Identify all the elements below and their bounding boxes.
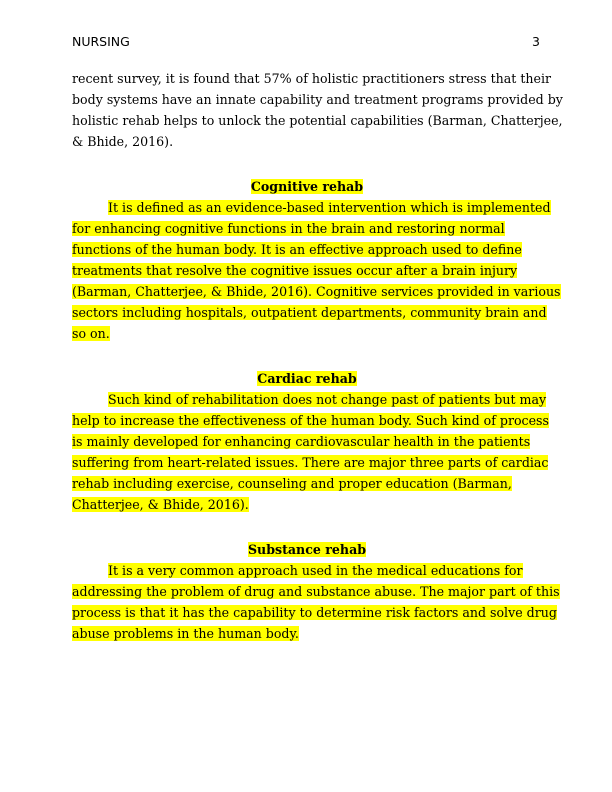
running-head: NURSING [72,34,130,49]
paragraph-line: rehab including exercise, counseling and proper education (Barman, [72,476,512,491]
paragraph-line: treatments that resolve the cognitive issues occur after a brain injury [72,263,518,278]
section-heading: Substance rehab [247,542,367,557]
paragraph-line: suffering from heart-related issues. There are major three parts of cardiac [72,455,549,470]
paragraph-line: holistic rehab helps to unlock the potential capabilities (Barman, Chatterjee, [72,113,563,128]
section-cardiac-rehab [72,368,549,515]
paragraph-line: Chatterjee, & Bhide, 2016). [72,497,249,512]
paragraph-line: & Bhide, 2016). [72,134,174,149]
paragraph-line: It is a very common approach used in the medical educations for [108,563,523,578]
paragraph-line: Such kind of rehabilitation does not change past of patients but may [108,392,547,407]
paragraph-line: for enhancing cognitive functions in the brain and restoring normal [72,221,505,236]
paragraph-line: process is that it has the capability to determine risk factors and solve drug [72,605,557,620]
paragraph-line: abuse problems in the human body. [72,626,299,641]
paragraph-line: so on. [72,326,110,341]
paragraph-line: It is defined as an evidence-based intervention which is implemented [108,200,551,215]
section-cognitive-rehab [72,176,561,344]
paragraph-line: recent survey, it is found that 57% of holistic practitioners stress that their [72,71,552,86]
section-substance-rehab [72,539,560,644]
paragraph-line: sectors including hospitals, outpatient departments, community brain and [72,305,547,320]
paragraph-line: addressing the problem of drug and substance abuse. The major part of this [72,584,560,599]
paragraph-line: help to increase the effectiveness of the human body. Such kind of process [72,413,549,428]
section-heading: Cardiac rehab [257,371,357,386]
paragraph-line: is mainly developed for enhancing cardiovascular health in the patients [72,434,531,449]
section-heading: Cognitive rehab [250,179,364,194]
paragraph-line: functions of the human body. It is an effective approach used to define [72,242,522,257]
paragraph-line: body systems have an innate capability and treatment programs provided by [72,92,563,107]
paragraph-line: (Barman, Chatterjee, & Bhide, 2016). Cognitive services provided in various [72,284,561,299]
page-number: 3 [532,34,540,49]
intro-paragraph [72,68,563,152]
